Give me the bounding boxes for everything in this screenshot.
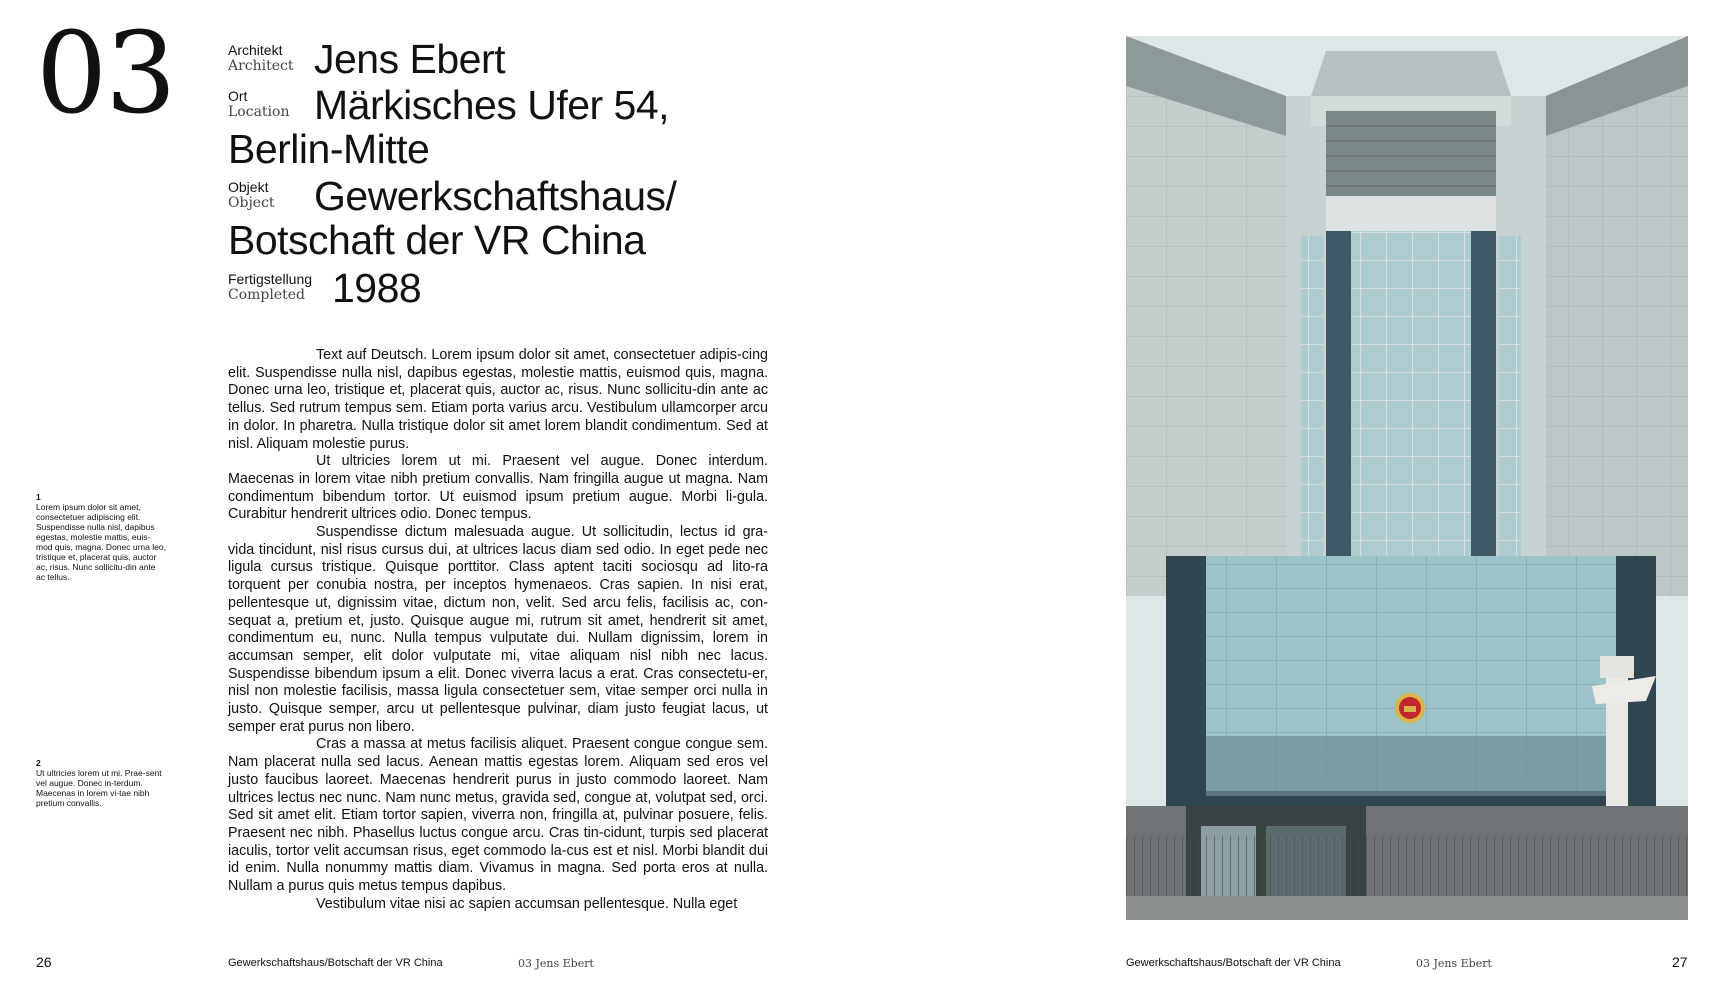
architect-label-en: Architect: [228, 58, 294, 74]
page-number-left: 26: [36, 954, 52, 970]
chapter-number: 03: [36, 9, 175, 139]
footnote-2: [36, 758, 166, 808]
completed-value: 1988: [332, 265, 422, 311]
body-paragraph-3: Suspendisse dictum malesuada augue. Ut sollicitudin, lectus id gra-vida tincidunt, nisl risus cursus dui, at ultrices lacus diam sed odio. In eget pede nec ligula cursus tristique. Quisque porttitor. Class aptent taciti sociosqu ad lito-ra torquent per conubia nostra, per inceptos hymenaeos. Cras sapien. In nisi erat, pellentesque ut, dignissim vitae, dictum non, velit. Sed arcu felis, facilisis ac, con-sequat a, pretium et, justo. Quisque augue mi, rutrum sit amet, hendrerit sit amet, condimentum eu, nunc. Nulla tempus vulputate dui. Nullam dignissim, lorem in accumsan semper, elit dolor vulputate mi, vitae aliquam nisl nibh nec lacus. Suspendisse bibendum ipsum a elit. Donec viverra lacus a erat. Cras consectetu-er, nisl non molestie facilisis, massa ligula consectetuer sem, vitae semper orci nulla in justo. Quisque semper, arcu ut pellentesque pulvinar, diam justo feugiat lacus, ut semper erat purus non libero.: [228, 524, 768, 735]
embassy-building-illustration: [1126, 36, 1688, 920]
page-number-right: 27: [1672, 954, 1688, 970]
architect-value: Jens Ebert: [314, 36, 505, 82]
footnote-2-text: Ut ultricies lorem ut mi. Prae-sent vel augue. Donec in-terdum. Maecenas in lorem vi-tae nibh pretium convallis.: [36, 768, 162, 808]
fence: [1126, 836, 1688, 896]
footnote-1-number: 1: [36, 492, 41, 502]
footnote-1-text: Lorem ipsum dolor sit amet, consectetuer adipiscing elit. Suspendisse nulla nisl, dapibus egestas, molestie mattis, euis-mod quis, magna. Donec urna leo, tristique et, placerat quis, auctor ac, risus. Nunc sollicitu-din ante ac tellus.: [36, 502, 166, 582]
location-value-line1: Märkisches Ufer 54,: [314, 82, 670, 128]
location-value-line2: Berlin-Mitte: [228, 126, 430, 172]
object-value-line1: Gewerkschaftshaus/: [314, 173, 677, 219]
body-paragraph-1: Text auf Deutsch. Lorem ipsum dolor sit amet, consectetuer adipis-cing elit. Suspendisse nulla nisl, dapibus egestas, molestie mattis, euismod quis, magna. Donec urna leo, tristique et, placerat quis, auctor ac, risus. Nunc sollicitu-din ante ac tellus. Sed rutrum tempus sem. Etiam porta varius arcu. Vestibulum ullamcorper arcu in dolor. In pharetra. Nulla tristique dolor sit amet lorem blandit condimentum. Sed at nisl. Aliquam molestie purus.: [228, 347, 768, 452]
body-paragraph-5: Vestibulum vitae nisi ac sapien accumsan pellentesque. Nulla eget: [316, 895, 738, 912]
footnote-1: [36, 492, 166, 582]
architect-label-de: Architekt: [228, 42, 283, 58]
body-paragraph-2: Ut ultricies lorem ut mi. Praesent vel augue. Donec interdum. Maecenas in lorem vitae nibh pretium convallis. Nam fringilla augue ut magna. Nam condimentum bibendum tortor. Ut euismod ipsum pretium augue. Morbi li-gula. Curabitur hendrerit ultrices odio. Donec tempus.: [228, 453, 768, 523]
object-value-line2: Botschaft der VR China: [228, 217, 646, 263]
footer-chapter-left: 03 Jens Ebert: [518, 957, 594, 970]
body-paragraph-4: Cras a massa at metus facilisis aliquet. Praesent congue congue sem. Nam placerat nulla sed lacus. Aenean mattis egestas lorem. Aliquam sed eros vel justo faucibus laoreet. Maecenas hendrerit purus in justo commodo laoreet. Nam ultrices lectus nec nunc. Nam nunc metus, gravida sed, congue at, volutpat sed, orci. Sed sit amet elit. Etiam tortor sapien, viverra non, fringilla at, pulvinar posuere, felis. Praesent nec nibh. Phasellus luctus congue arcu. Cras tin-cidunt, turpis sed placerat iaculis, tortor velit accumsan risus, eget commodo la-cus est et nisl. Morbi blandit dui id enim. Nulla nonummy mattis diam. Vivamus in magna. Sed porta eros at nulla. Nullam a purus quis metus tempus dapibus.: [228, 736, 768, 895]
national-emblem: [1395, 693, 1425, 723]
completed-label-de: Fertigstellung: [228, 271, 313, 287]
footer-title-left: Gewerkschaftshaus/Botschaft der VR China: [228, 957, 443, 969]
object-label-en: Object: [228, 195, 275, 211]
location-label-en: Location: [228, 104, 290, 120]
footnote-2-number: 2: [36, 758, 41, 768]
footer-chapter-right: 03 Jens Ebert: [1416, 957, 1492, 970]
body-text: [228, 347, 768, 914]
footer-title-right: Gewerkschaftshaus/Botschaft der VR China: [1126, 957, 1341, 969]
building-photo: [1126, 36, 1688, 920]
completed-label-en: Completed: [228, 287, 306, 303]
object-label-de: Objekt: [228, 179, 269, 195]
location-label-de: Ort: [228, 88, 248, 104]
